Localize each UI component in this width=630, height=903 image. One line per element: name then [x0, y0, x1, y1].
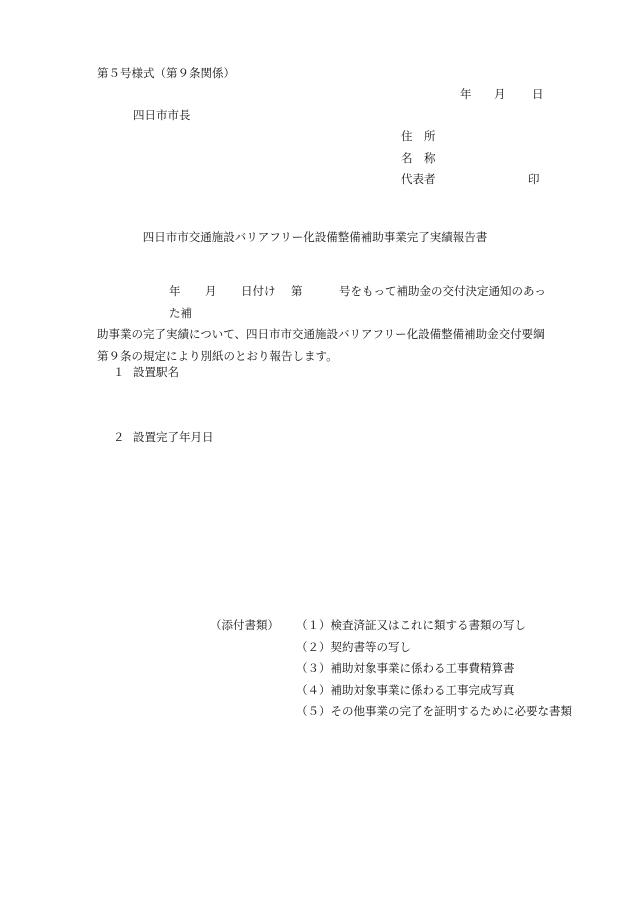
addressee: 四日市市長	[133, 108, 191, 122]
representative-label: 代表者	[401, 172, 436, 186]
item-station-name	[113, 367, 179, 379]
body-line-2: 助事業の完了実績について、四日市市交通施設バリアフリー化設備整備補助金交付要綱	[97, 327, 545, 341]
applicant-address	[401, 131, 437, 143]
applicant-representative	[401, 174, 437, 186]
applicant-name	[401, 153, 437, 165]
item-number: １	[113, 365, 125, 379]
attachment-item: （４）補助対象事業に係わる工事完成写真	[296, 682, 515, 697]
item-label: 設置駅名	[133, 365, 179, 379]
address-label: 住 所	[401, 129, 436, 143]
date-year: 年	[460, 87, 472, 101]
attachments-list	[296, 620, 572, 728]
item-number: ２	[113, 430, 125, 444]
seal-mark: 印	[528, 172, 540, 186]
document-title: 四日市市交通施設バリアフリー化設備整備補助事業完了実績報告書	[142, 230, 488, 244]
attachment-item: （５）その他事業の完了を証明するために必要な書類	[296, 704, 572, 718]
attachment-item: （２）契約書等の写し	[296, 639, 411, 654]
item-label: 設置完了年月日	[133, 430, 214, 444]
report-body	[97, 281, 557, 367]
form-number: 第５号様式（第９条関係）	[97, 66, 235, 80]
report-date	[460, 89, 544, 101]
attachment-item: （３）補助対象事業に係わる工事費精算書	[296, 661, 515, 675]
attachment-item: （１）検査済証又はこれに類する書類の写し	[296, 618, 526, 632]
name-label: 名 称	[401, 151, 436, 165]
date-month: 月	[494, 87, 506, 101]
item-completion-date	[113, 432, 214, 444]
body-line-1: 年 月 日付け 第 号をもって補助金の交付決定通知のあった補	[169, 284, 546, 320]
date-day: 日	[532, 87, 544, 101]
body-line-3: 第９条の規定により別紙のとおり報告します。	[97, 348, 338, 363]
attachments-label: （添付書類）	[210, 618, 279, 632]
